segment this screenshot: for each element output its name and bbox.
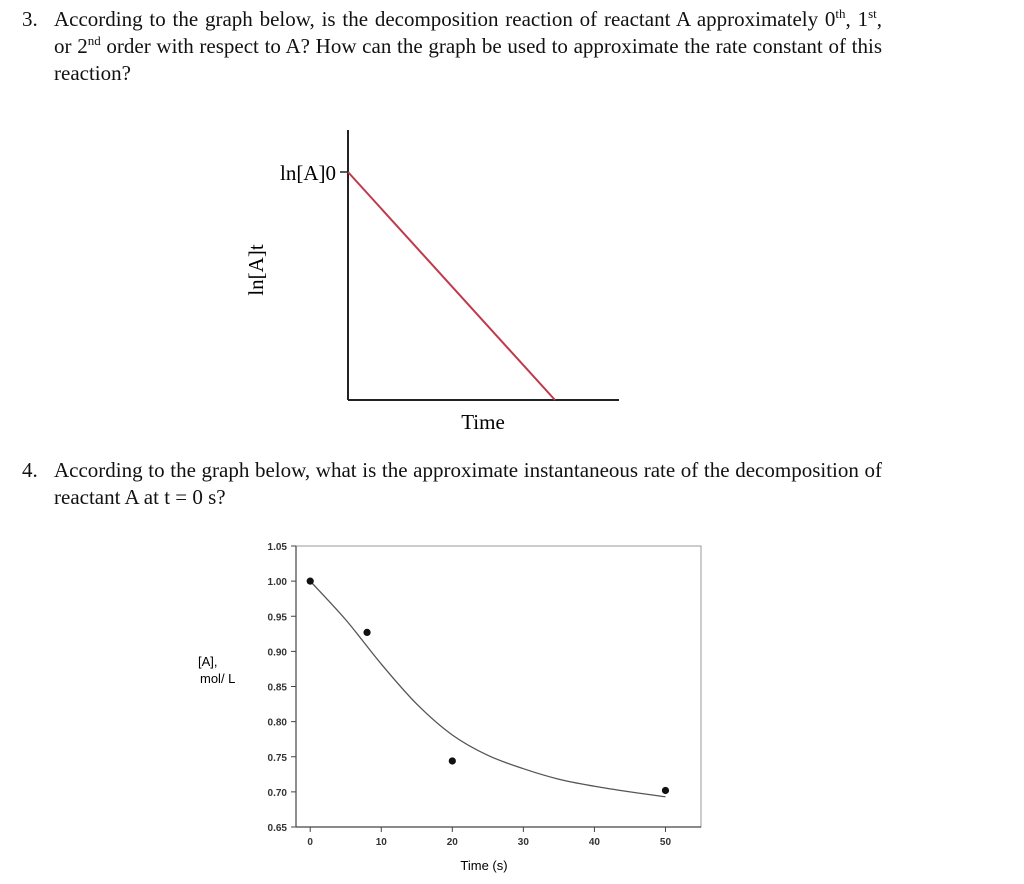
chart2-y-tick-label: 1.00 [267,577,287,589]
chart2-y-ticks [268,542,296,834]
chart2-y-tick-label: 0.85 [267,682,287,694]
chart1-y-tick-label: ln[A]0 [280,161,336,185]
chart1-y-axis-label: ln[A]t [244,244,268,296]
q3-text-c: , or 2 [54,7,883,58]
chart2-y-tick-label: 0.70 [267,787,287,799]
chart2-y-tick-label: 0.90 [267,647,287,659]
question-4-text: According to the graph below, what is the approximate instantaneous rate of the decomposition of reactant A at t = 0 s? [54,458,882,509]
chart2-data-point [307,578,314,585]
chart2-plot-frame [296,546,701,827]
chart2-data-point [449,757,456,764]
chart2-x-tick-label: 30 [517,837,529,848]
chart2-x-tick-label: 40 [588,837,600,848]
chart2-y-label-line2: mol/ L [200,671,236,686]
q3-text-a: According to the graph below, is the decomposition reaction of reactant A approximately 0 [54,7,836,31]
chart2-y-tick-label: 0.75 [267,752,287,764]
chart2-y-tick-label: 0.80 [267,717,287,729]
chart2-y-tick-label: 1.05 [267,542,287,553]
q3-sup-st: st [868,6,877,21]
chart2-y-tick-label: 0.95 [267,612,287,624]
chart2-data-points [307,578,669,795]
question-4-number: 4. [22,458,38,482]
chart1-x-axis-label: Time [461,410,505,434]
q3-sup-th: th [835,6,846,21]
chart2-data-point [363,629,370,636]
q3-text-d: order with respect to A? How can the graph be used to approximate the rate constant of this reaction? [54,34,882,85]
question-3-number: 3. [22,7,38,31]
chart2-data-point [662,787,669,794]
chart2-x-tick-label: 10 [375,837,387,848]
chart2-x-tick-label: 0 [307,837,313,848]
chart2-y-label-line1: [A], [198,654,218,669]
chart2-x-ticks [307,827,671,848]
chart2-x-tick-label: 20 [446,837,458,848]
chart2-x-tick-label: 50 [659,837,672,848]
q3-sup-nd: nd [87,33,101,48]
chart2-y-tick-label: 0.65 [267,823,287,834]
chart2-fit-curve [310,581,665,797]
chart2-x-axis-label: Time (s) [460,858,508,873]
q3-text-b: , 1 [845,7,869,31]
